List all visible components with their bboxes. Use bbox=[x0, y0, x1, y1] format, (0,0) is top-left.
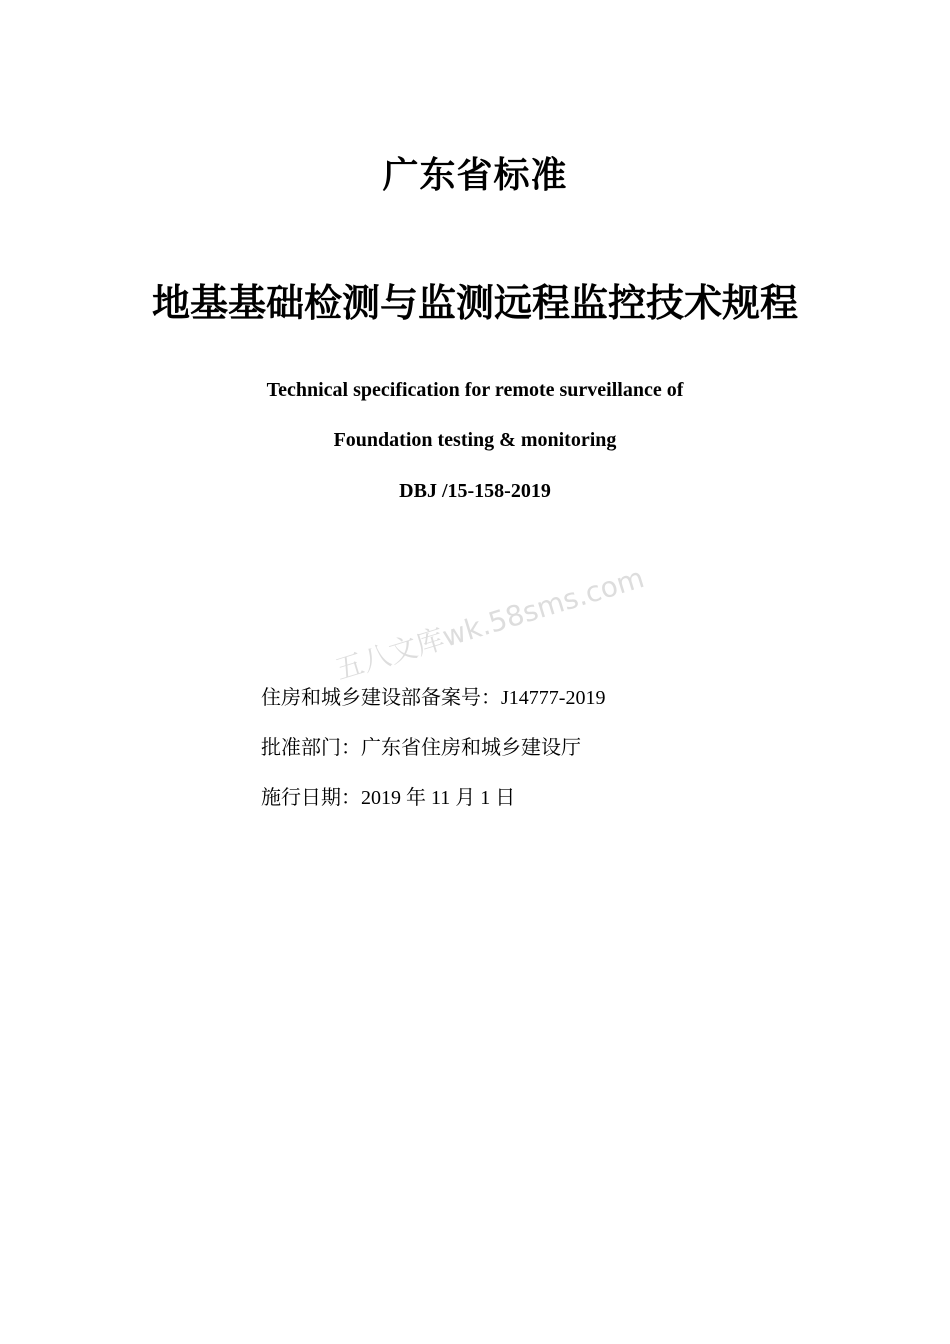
document-info-block bbox=[261, 685, 605, 835]
document-title-cn: 地基基础检测与监测远程监控技术规程 bbox=[151, 281, 798, 325]
record-number: 住房和城乡建设部备案号：J14777-2019 bbox=[261, 687, 606, 709]
approval-department: 批准部门：广东省住房和城乡建设厅 bbox=[261, 737, 581, 759]
effective-date: 施行日期：2019 年 11 月 1 日 bbox=[261, 787, 516, 809]
standard-type-heading: 广东省标准 bbox=[382, 155, 568, 196]
standard-code: DBJ /15-158-2019 bbox=[399, 480, 551, 502]
english-title-line-2: Foundation testing & monitoring bbox=[333, 429, 617, 451]
watermark: 五八文库wk.58sms.com bbox=[331, 560, 648, 687]
english-title-line-1: Technical specification for remote surveillance of bbox=[266, 379, 684, 401]
